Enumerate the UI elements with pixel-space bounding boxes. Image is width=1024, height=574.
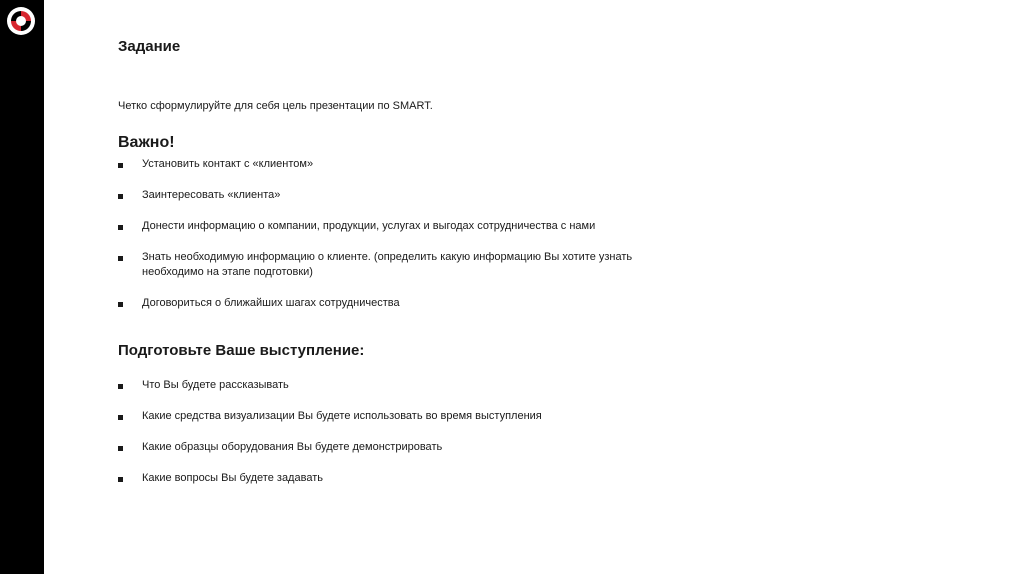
square-bullet-icon: [118, 256, 123, 261]
list-item: Какие вопросы Вы будете задавать: [118, 471, 678, 486]
important-heading: Важно!: [118, 134, 175, 151]
square-bullet-icon: [118, 225, 123, 230]
refresh-logo-icon: [6, 6, 36, 36]
list-item: Установить контакт с «клиентом»: [118, 157, 678, 172]
square-bullet-icon: [118, 446, 123, 451]
prepare-list: [118, 378, 678, 502]
list-item: Что Вы будете рассказывать: [118, 378, 678, 393]
intro-text: Четко сформулируйте для себя цель презентации по SMART.: [118, 100, 433, 112]
list-item: Заинтересовать «клиента»: [118, 188, 678, 203]
list-item: Знать необходимую информацию о клиенте. (определить какую информацию Вы хотите узнать необходимо на этапе подготовки): [118, 250, 678, 280]
square-bullet-icon: [118, 415, 123, 420]
square-bullet-icon: [118, 477, 123, 482]
square-bullet-icon: [118, 194, 123, 199]
square-bullet-icon: [118, 384, 123, 389]
list-item: Какие образцы оборудования Вы будете демонстрировать: [118, 440, 678, 455]
left-sidebar: [0, 0, 44, 574]
list-item: Какие средства визуализации Вы будете использовать во время выступления: [118, 409, 678, 424]
page-title: Задание: [118, 38, 181, 55]
prepare-heading: Подготовьте Ваше выступление:: [118, 342, 365, 359]
square-bullet-icon: [118, 163, 123, 168]
list-item: Договориться о ближайших шагах сотрудничества: [118, 296, 678, 311]
list-item: Донести информацию о компании, продукции, услугах и выгодах сотрудничества с нами: [118, 219, 678, 234]
important-list: [118, 157, 678, 327]
square-bullet-icon: [118, 302, 123, 307]
